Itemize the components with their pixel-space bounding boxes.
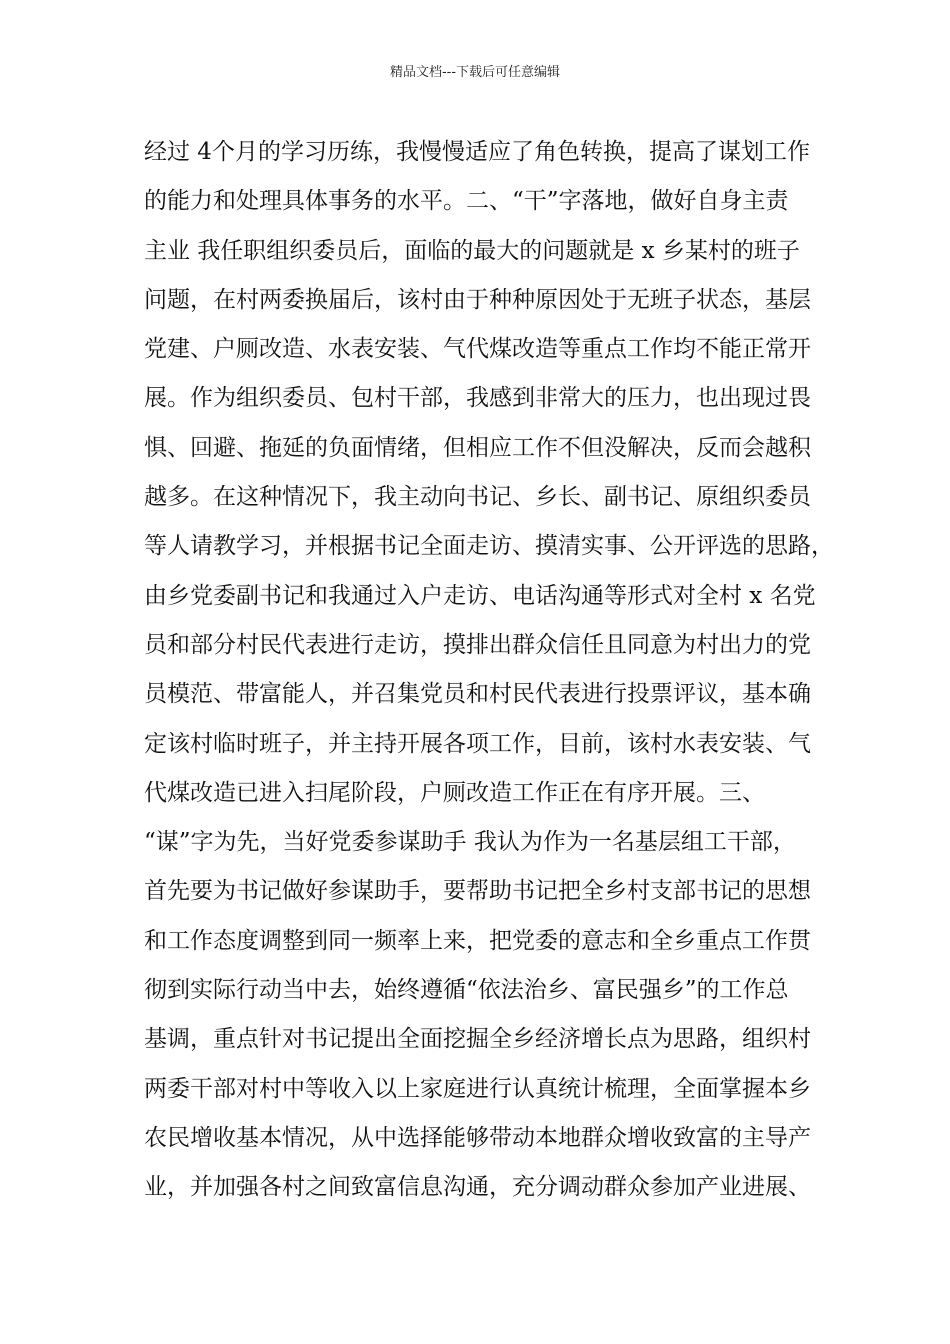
text-line: 两委干部对村中等收入以上家庭进行认真统计梳理，全面掌握本乡 [144,1075,811,1102]
body-text [144,128,834,1213]
text-line: 的能力和处理具体事务的水平。二、“干”字落地，做好自身主责 [144,188,789,215]
text-line: “谋”字为先，当好党委参谋助手 我认为作为一名基层组工干部， [144,829,796,856]
text-line: 员和部分村民代表进行走访，摸排出群众信任且同意为村出力的党 [144,631,811,658]
text-line: 定该村临时班子，并主持开展各项工作，目前，该村水表安装、气 [144,730,811,757]
page-header: 精品文档---下载后可任意编辑 [389,65,561,80]
text-line: 首先要为书记做好参谋助手，要帮助书记把全乡村支部书记的思想 [144,878,811,905]
text-line: 主业 我任职组织委员后，面临的最大的问题就是 x 乡某村的班子 [144,237,800,264]
text-line: 等人请教学习，并根据书记全面走访、摸清实事、公开评选的思路， [144,533,834,560]
text-line: 基调，重点针对书记提出全面挖掘全乡经济增长点为思路，组织村 [144,1026,811,1053]
text-line: 展。作为组织委员、包村干部，我感到非常大的压力，也出现过畏 [144,385,811,412]
text-line: 员模范、带富能人，并召集党员和村民代表进行投票评议，基本确 [144,681,811,708]
text-line: 经过 4个月的学习历练，我慢慢适应了角色转换，提高了谋划工作 [144,139,810,165]
text-line: 彻到实际行动当中去，始终遵循“依法治乡、富民强乡”的工作总 [144,977,789,1004]
text-line: 越多。在这种情况下，我主动向书记、乡长、副书记、原组织委员 [144,484,811,511]
text-line: 农民增收基本情况，从中选择能够带动本地群众增收致富的主导产 [144,1124,811,1151]
text-line: 党建、户厕改造、水表安装、气代煤改造等重点工作均不能正常开 [144,336,811,363]
text-line: 业，并加强各村之间致富信息沟通，充分调动群众参加产业进展、 [144,1174,811,1201]
text-line: 和工作态度调整到同一频率上来，把党委的意志和全乡重点工作贯 [144,927,811,954]
text-line: 由乡党委副书记和我通过入户走访、电话沟通等形式对全村 x 名党 [144,582,816,609]
text-line: 问题，在村两委换届后，该村由于种种原因处于无班子状态，基层 [144,286,811,313]
text-line: 惧、回避、拖延的负面情绪，但相应工作不但没解决，反而会越积 [144,434,811,461]
text-line: 代煤改造已进入扫尾阶段，户厕改造工作正在有序开展。三、 [144,779,765,806]
